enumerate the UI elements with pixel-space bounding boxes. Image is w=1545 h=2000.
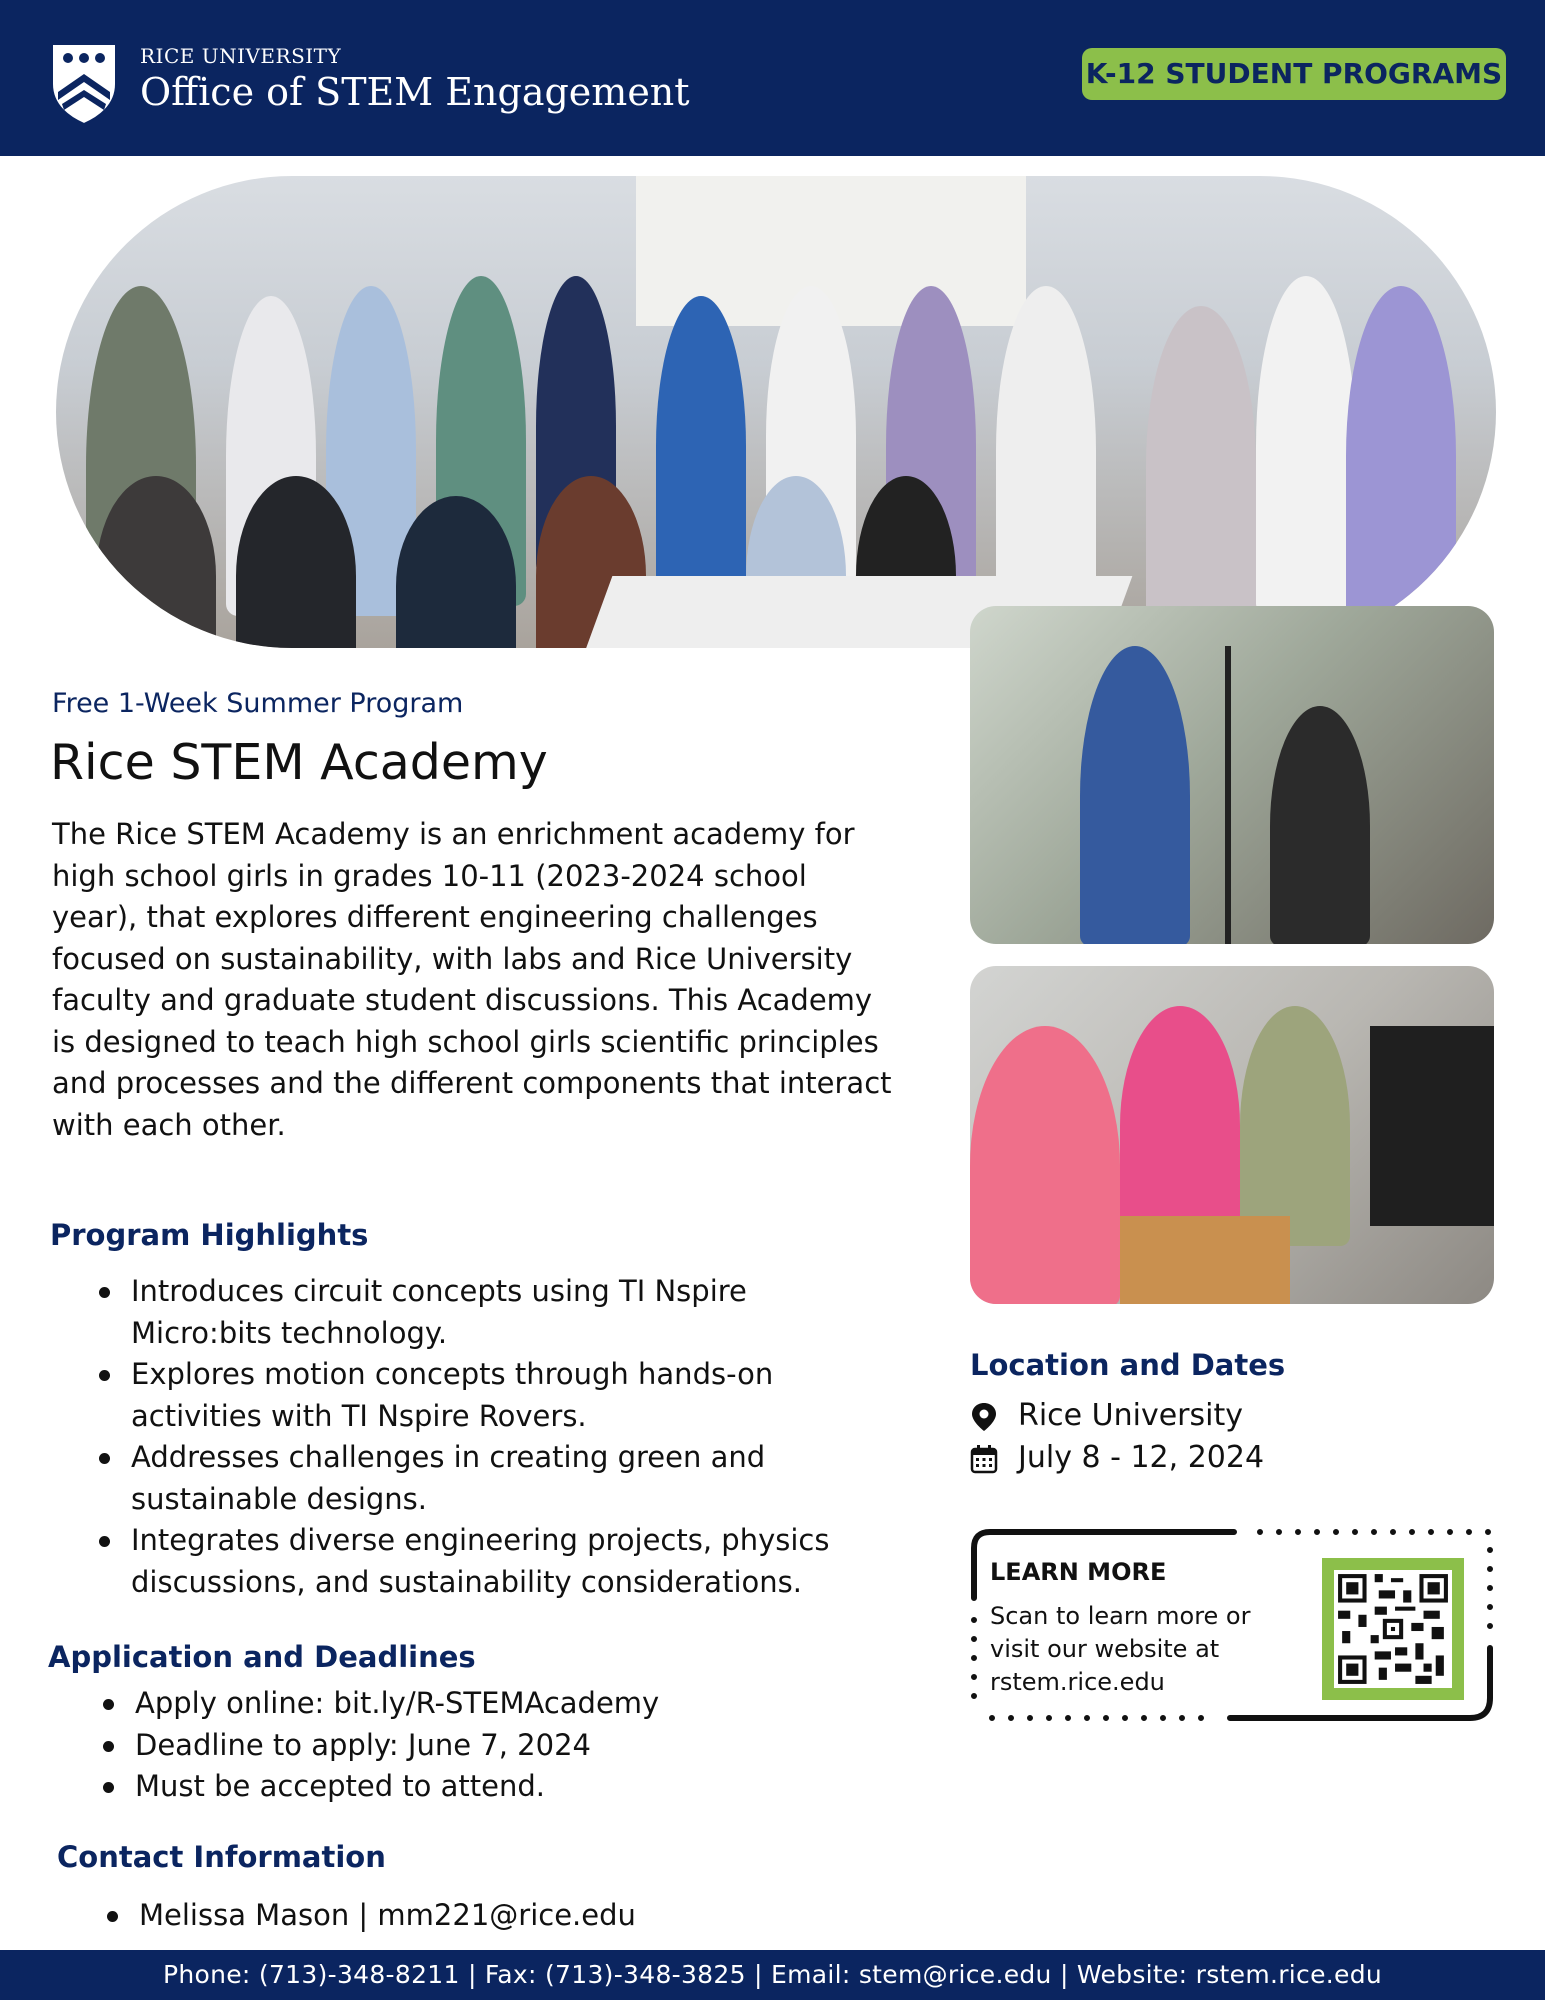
group-photo [56,176,1496,648]
contact-list [139,1895,899,1937]
list-item: Melissa Mason | mm221@rice.edu [139,1895,899,1937]
learn-more-box [970,1528,1494,1724]
page-footer: Phone: (713)-348-8211 | Fax: (713)-348-3825 | Email: stem@rice.edu | Website: rstem.rice.edu [0,1950,1545,2000]
photo-person [996,286,1096,616]
list-item: Addresses challenges in creating green and sustainable designs. [131,1437,891,1520]
highlights-heading: Program Highlights [50,1218,369,1252]
university-name: RICE UNIVERSITY [140,44,342,68]
application-heading: Application and Deadlines [48,1640,476,1674]
qr-code[interactable] [1322,1558,1464,1700]
list-item: Apply online: bit.ly/R-STEMAcademy [135,1683,895,1725]
rice-shield-logo [48,40,120,126]
photo-person [1080,646,1190,944]
program-category-badge: K-12 STUDENT PROGRAMS [1082,48,1506,100]
photo-person [656,296,746,596]
photo-person [1240,1006,1350,1246]
list-item: Integrates diverse engineering projects, physics discussions, and sustainability considerations. [131,1520,891,1603]
list-item: Introduces circuit concepts using TI Nspire Micro:bits technology. [131,1271,891,1354]
photo-person [1270,706,1370,944]
photo-tripod [1225,646,1231,944]
contact-heading: Contact Information [57,1840,386,1874]
office-name: Office of STEM Engagement [140,70,690,114]
list-item: Explores motion concepts through hands-on activities with TI Nspire Rovers. [131,1354,891,1437]
photo-person [1346,286,1456,626]
photo-box [1120,1216,1290,1304]
learn-more-text: Scan to learn more or visit our website at rstem.rice.edu [990,1602,1251,1696]
map-pin-icon [970,1402,998,1432]
page-header [0,0,1545,156]
photo-person [1146,306,1256,626]
location-dates: July 8 - 12, 2024 [1018,1440,1265,1475]
highlights-list [131,1271,891,1603]
program-description: The Rice STEM Academy is an enrichment academy for high school girls in grades 10-11 (2023-2024 school year), that explores different engineering challenges focused on sustainability, with labs and Rice University faculty and graduate student discussions. This Academy is designed to teach high school girls scientific principles and processes and the different components that interact with each other. [52,817,892,1142]
program-title: Rice STEM Academy [50,734,548,791]
activity-photo-2 [970,966,1494,1304]
photo-monitor [1370,1026,1494,1226]
program-subtitle: Free 1-Week Summer Program [52,688,464,719]
location-heading: Location and Dates [970,1348,1286,1382]
application-list [135,1683,895,1808]
activity-photo-1 [970,606,1494,944]
list-item: Deadline to apply: June 7, 2024 [135,1725,895,1767]
qr-code-pattern [1334,1570,1452,1688]
photo-person [1120,1006,1240,1246]
learn-more-title: LEARN MORE [990,1558,1167,1586]
location-place: Rice University [1018,1398,1243,1433]
photo-person [1256,276,1356,616]
qr-code-icon [1334,1570,1452,1688]
photo-person [970,1026,1120,1304]
calendar-icon [970,1444,998,1474]
list-item: Must be accepted to attend. [135,1766,895,1808]
